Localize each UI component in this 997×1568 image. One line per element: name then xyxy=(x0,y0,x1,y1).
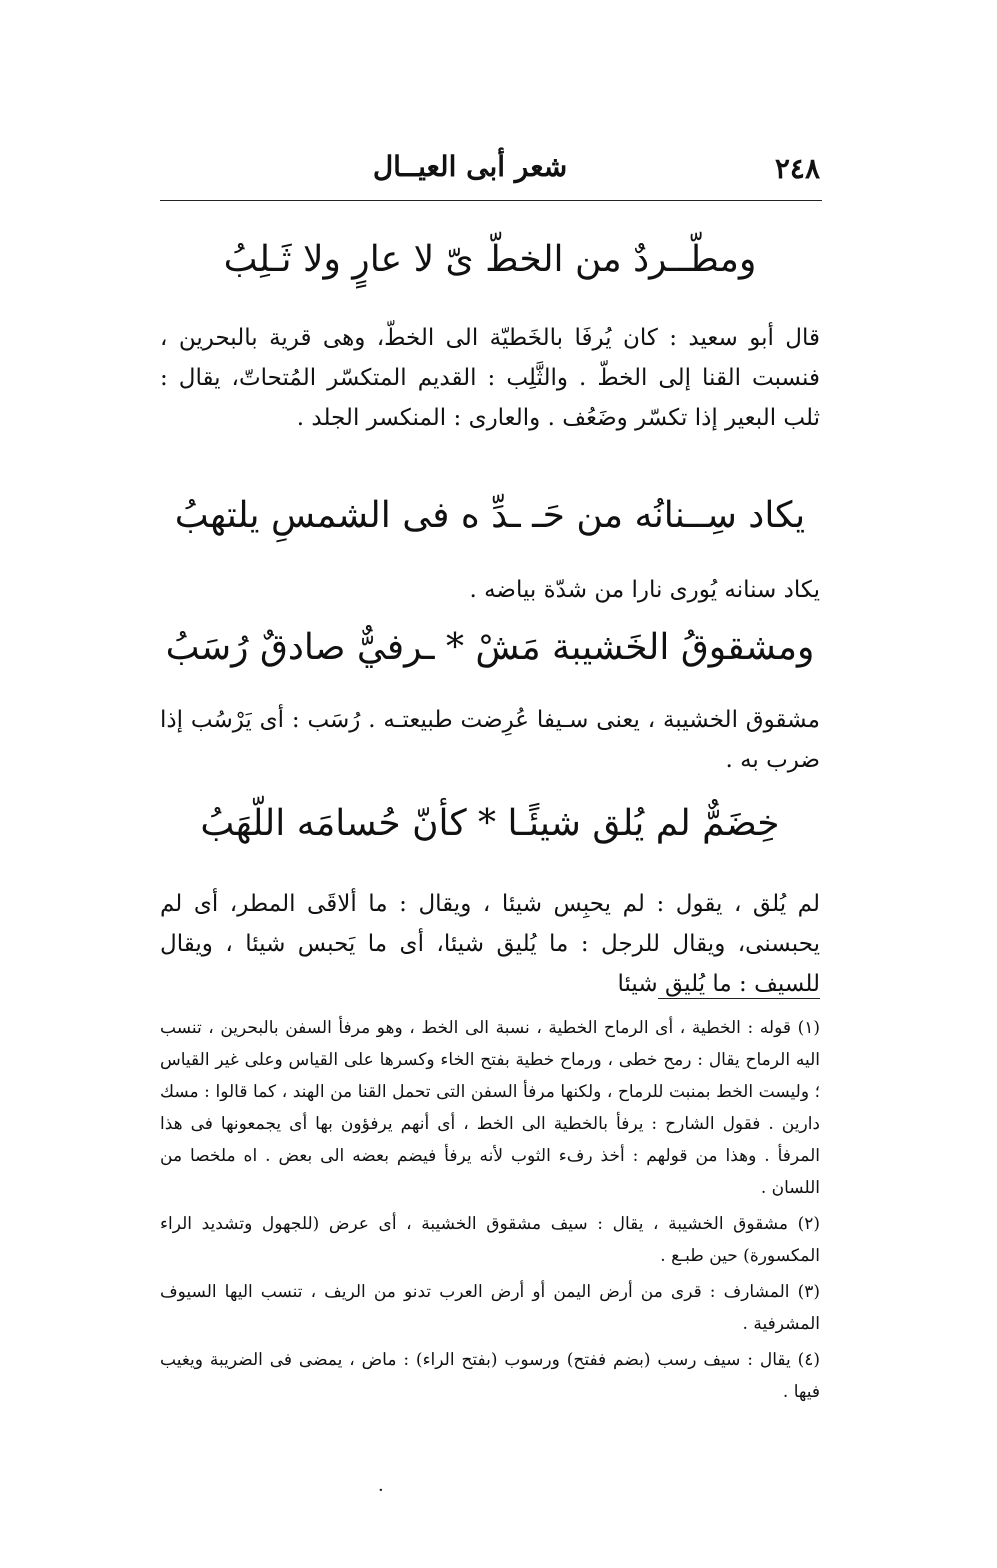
commentary-1: قال أبو سعيد : كان يُرفَا بالخَطيّة الى الخطّ، وهى قرية بالبحرين ، فنسبت القنا إلى الخطّ . والثَّلِب : القديم المتكسّر المُتحاتّ، يقال : ثلب البعير إذا تكسّر وضَعُف . والعارى : المنكسر الجلد . xyxy=(160,325,820,431)
footnote-rule xyxy=(658,998,820,999)
page-header xyxy=(160,150,820,194)
footnote-4: (٤) يقال : سيف رسب (بضم ففتح) ورسوب (بفتح الراء) : ماض ، يمضى فى الضريبة ويغيب فيها . xyxy=(160,1350,820,1402)
header-rule xyxy=(160,200,822,201)
footnote-1: (١) قوله : الخطية ، أى الرماح الخطية ، نسبة الى الخط ، وهو مرفأ السفن بالبحرين ، تنسب اليه الرماح يقال : رمح خطى ، ورماح خطية بفتح الخاء وكسرها على القياس وعلى غير القياس ؛ وليست الخط بمنبت للرماح ، ولكنها مرفأ السفن التى تحمل القنا من الهند ، كما قالوا : مسك دارين . فقول الشارح : يرفأ بالخطية الى الخط ، أى أنهم يرفؤون بها أى يجمعونها فى هذا المرفأ . وهذا من قولهم : أخذ رفء الثوب لأنه يرفأ فيضم بعضه الى بعض . اه ملخصا من اللسان . xyxy=(160,1018,820,1198)
footnote-3: (٣) المشارف : قرى من أرض اليمن أو أرض العرب تدنو من الريف ، تنسب اليها السيوف المشرفية . xyxy=(160,1282,820,1334)
bottom-mark: · xyxy=(378,1480,384,1501)
commentary-2: يكاد سنانه يُورى نارا من شدّة بياضه . xyxy=(469,577,820,603)
verse-2: يكاد سِــنانُه من حَـ ـدِّ ه فى الشمسِ يلتهبُ xyxy=(174,495,806,536)
commentary-3: مشقوق الخشيبة ، يعنى سـيفا عُرِضت طبيعتـه . رُسَب : أى يَرْسُب إذا ضرب به . xyxy=(160,707,820,773)
verse-4: خِضَمٌّ لم يُلق شيئًـا * كأنّ حُسامَه اللّهَبُ xyxy=(200,803,780,844)
running-title: شعر أبى العيــال xyxy=(372,150,568,183)
footnote-2: (٢) مشقوق الخشيبة ، يقال : سيف مشقوق الخشيبة ، أى عرض (للجهول وتشديد الراء المكسورة) حين طبـع . xyxy=(160,1214,820,1266)
verse-3: ومشقوقُ الخَشيبة مَشْ * ـرفيٌّ صادقٌ رُسَبُ xyxy=(165,627,815,668)
page-number: ٢٤٨ xyxy=(774,152,820,185)
footnotes xyxy=(160,1012,820,1412)
verse-1: ومطّــردٌ من الخطّ ىّ لا عارٍ ولا ثَـلِبُ xyxy=(223,239,757,280)
commentary-4: لم يُلق ، يقول : لم يحبِس شيئا ، ويقال : ما ألاقَى المطر، أى لم يحبسنى، ويقال للرجل : ما يُليق شيئا، أى ما يَحبس شيئا ، ويقال للسيف : ما يُليق شيئا xyxy=(160,891,820,997)
